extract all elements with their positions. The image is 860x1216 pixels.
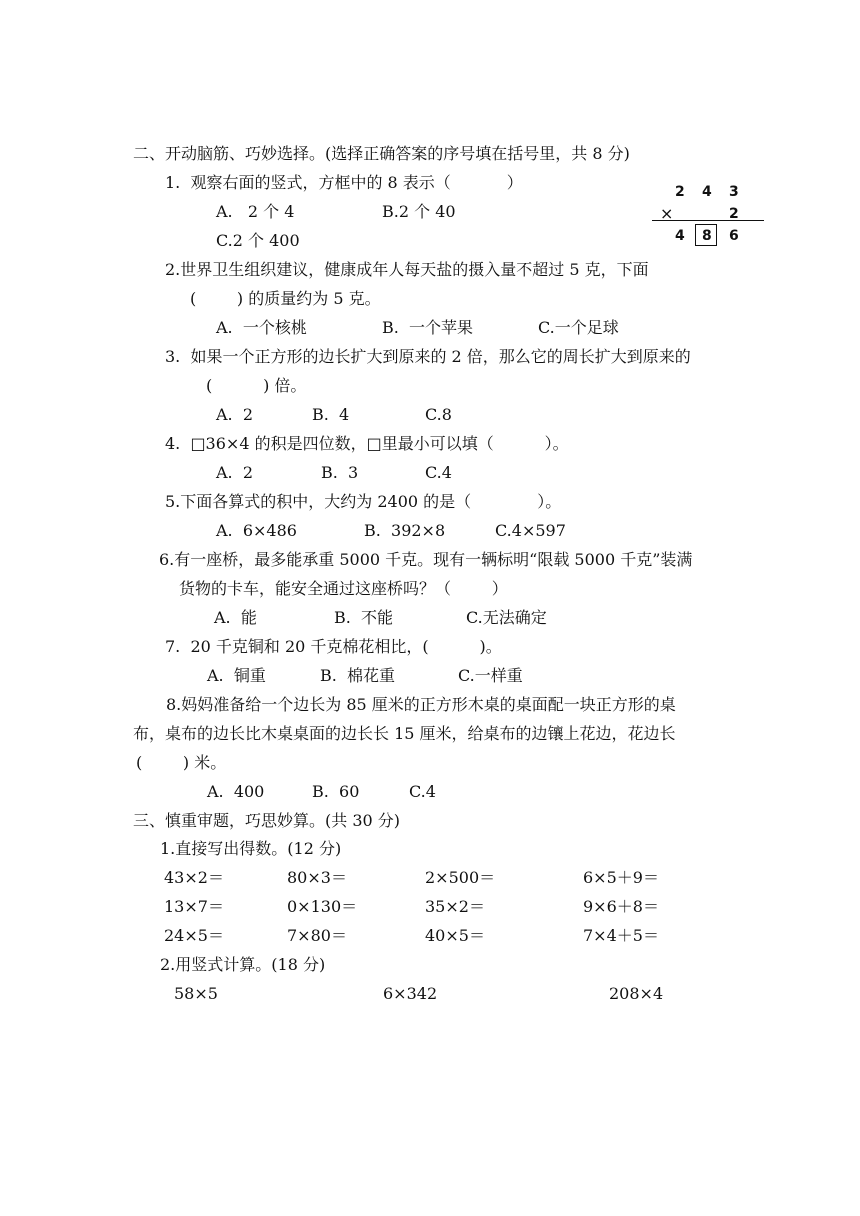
- q6-option-c: C.无法确定: [466, 608, 547, 627]
- q4-option-c: C.4: [425, 463, 452, 482]
- q5-stem: 5.下面各算式的积中，大约为 2400 的是（ ）。: [165, 492, 562, 511]
- calc-top-digit-2: 4: [702, 184, 712, 200]
- calc-top-digit-3: 3: [729, 184, 739, 200]
- vertical-multiplication: [650, 184, 770, 250]
- q2-option-b: B. 一个苹果: [382, 318, 474, 337]
- q2-option-a: A. 一个核桃: [216, 318, 307, 337]
- direct-calc-r2-c4: 9×6＋8＝: [583, 897, 659, 916]
- q6-stem-line2: 货物的卡车，能安全通过这座桥吗？（ ）: [179, 579, 508, 598]
- q3-stem-line2: ( ) 倍。: [206, 376, 307, 395]
- section-2-title: 二、开动脑筋、巧妙选择。(选择正确答案的序号填在括号里，共 8 分): [133, 144, 630, 163]
- q2-stem-line2: ( ) 的质量约为 5 克。: [190, 289, 381, 308]
- q3-option-a: A. 2: [216, 405, 253, 424]
- calc-result-digit-1: 4: [675, 228, 685, 244]
- direct-calc-r2-c1: 13×7＝: [164, 897, 224, 916]
- q8-option-a: A. 400: [207, 782, 265, 801]
- q7-option-c: C.一样重: [458, 666, 523, 685]
- q5-option-b: B. 392×8: [364, 521, 446, 540]
- direct-calc-r1-c3: 2×500＝: [425, 868, 496, 887]
- q3-stem-line1: 3. 如果一个正方形的边长扩大到原来的 2 倍，那么它的周长扩大到原来的: [165, 347, 691, 366]
- vertical-calc-item-3: 208×4: [609, 984, 664, 1003]
- q6-option-a: A. 能: [214, 608, 257, 627]
- q8-stem-line1: 8.妈妈准备给一个边长为 85 厘米的正方形木桌的桌面配一块正方形的桌: [166, 695, 676, 714]
- q4-option-b: B. 3: [321, 463, 359, 482]
- q2-stem-line1: 2.世界卫生组织建议，健康成年人每天盐的摄入量不超过 5 克，下面: [165, 260, 649, 279]
- q4-stem: 4. □36×4 的积是四位数，□里最小可以填（ ）。: [165, 434, 569, 453]
- direct-calc-r3-c1: 24×5＝: [164, 926, 224, 945]
- calc-result-digit-2: 8: [702, 228, 712, 244]
- q4-option-a: A. 2: [216, 463, 253, 482]
- q3-option-c: C.8: [425, 405, 452, 424]
- direct-calc-r2-c3: 35×2＝: [425, 897, 485, 916]
- q1-option-a: A. 2 个 4: [216, 202, 295, 221]
- q7-stem: 7. 20 千克铜和 20 千克棉花相比，( )。: [165, 637, 502, 656]
- q2-option-c: C.一个足球: [538, 318, 619, 337]
- calc-multiplier: 2: [729, 206, 739, 222]
- calc-top-digit-1: 2: [675, 184, 685, 200]
- direct-calc-r3-c3: 40×5＝: [425, 926, 485, 945]
- calc-result-digit-3: 6: [729, 228, 739, 244]
- direct-calc-r1-c2: 80×3＝: [287, 868, 347, 887]
- q5-option-c: C.4×597: [495, 521, 566, 540]
- multiply-sign: ×: [660, 204, 674, 223]
- q1-stem: 1. 观察右面的竖式，方框中的 8 表示（ ）: [165, 173, 523, 192]
- part-2-title: 2.用竖式计算。(18 分): [160, 955, 326, 974]
- q8-stem-line3: ( ) 米。: [136, 753, 227, 772]
- q6-option-b: B. 不能: [334, 608, 394, 627]
- q8-option-b: B. 60: [312, 782, 360, 801]
- q8-option-c: C.4: [409, 782, 436, 801]
- q6-stem-line1: 6.有一座桥，最多能承重 5000 千克。现有一辆标明“限载 5000 千克”装满: [159, 550, 693, 569]
- part-1-title: 1.直接写出得数。(12 分): [160, 839, 342, 858]
- q1-option-b: B.2 个 40: [382, 202, 456, 221]
- q1-option-c: C.2 个 400: [216, 231, 300, 250]
- q8-stem-line2: 布，桌布的边长比木桌桌面的边长长 15 厘米，给桌布的边镶上花边，花边长: [133, 724, 676, 743]
- vertical-calc-item-1: 58×5: [174, 984, 218, 1003]
- q7-option-a: A. 铜重: [207, 666, 266, 685]
- q3-option-b: B. 4: [312, 405, 350, 424]
- direct-calc-r2-c2: 0×130＝: [287, 897, 358, 916]
- vertical-calc-item-2: 6×342: [383, 984, 438, 1003]
- q7-option-b: B. 棉花重: [320, 666, 396, 685]
- q5-option-a: A. 6×486: [216, 521, 297, 540]
- direct-calc-r3-c4: 7×4＋5＝: [583, 926, 659, 945]
- direct-calc-r1-c4: 6×5＋9＝: [583, 868, 659, 887]
- direct-calc-r3-c2: 7×80＝: [287, 926, 347, 945]
- calc-divider-line: [652, 220, 764, 221]
- section-3-title: 三、慎重审题，巧思妙算。(共 30 分): [133, 811, 401, 830]
- direct-calc-r1-c1: 43×2＝: [164, 868, 224, 887]
